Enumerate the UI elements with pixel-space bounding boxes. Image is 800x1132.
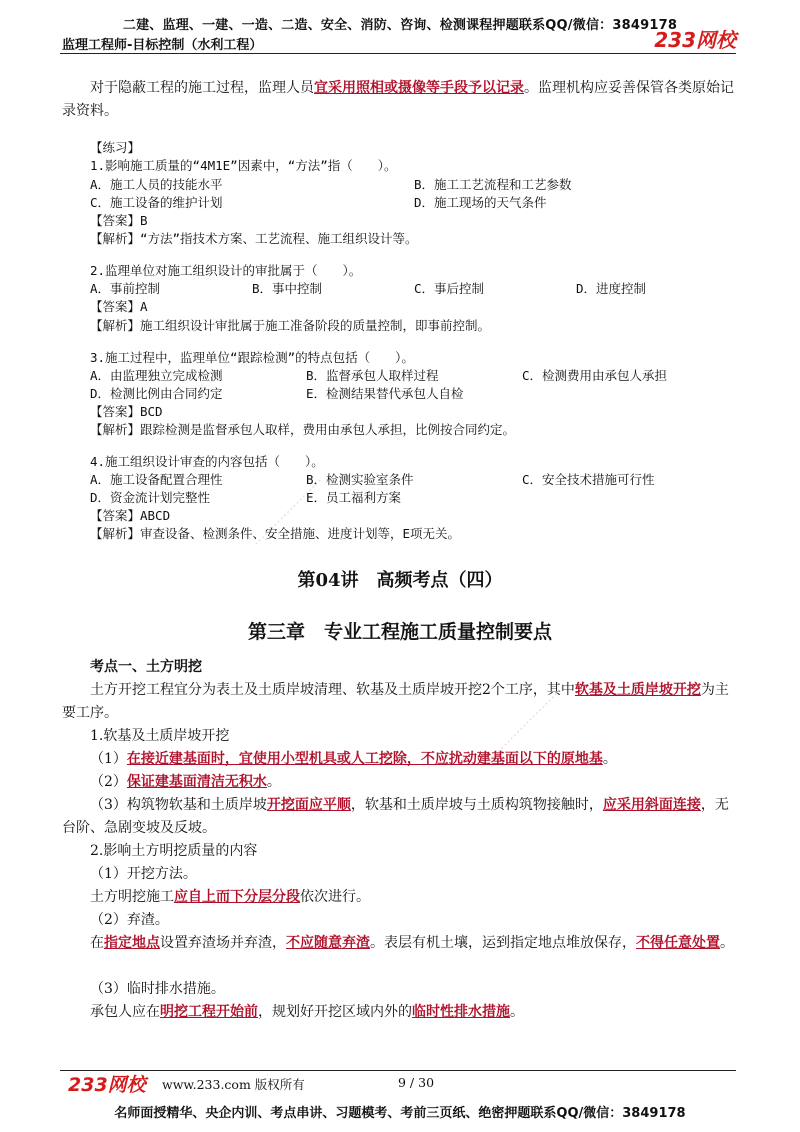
q4-option-c: C．安全技术措施可行性 <box>522 472 655 487</box>
method-2-highlight-2: 不应随意弃渣 <box>286 935 370 951</box>
item-3: （3）构筑物软基和土质岸坡开挖面应平顺，软基和土质岸坡与土质构筑物接触时，应采用斜面连接，无台阶、急剧变坡及反坡。 <box>62 797 729 836</box>
q2-stem: 2.监理单位对施工组织设计的审批属于（ ）。 <box>90 263 362 278</box>
q2-option-c: C．事后控制 <box>414 281 485 296</box>
section-paragraph-1: 土方开挖工程宜分为表土及土质岸坡清理、软基及土质岸坡开挖2个工序，其中软基及土质岸坡开挖为主要工序。 <box>62 682 729 721</box>
footer-logo: 233网校 <box>68 1074 146 1096</box>
q1-stem: 1.影响施工质量的“4M1E”因素中，“方法”指（ ）。 <box>90 158 397 173</box>
method-2-text: 在指定地点设置弃渣场并弃渣，不应随意弃渣。表层有机土壤，运到指定地点堆放保存，不得任意处置。 <box>90 935 734 951</box>
q4-option-e: E．员工福利方案 <box>306 490 402 505</box>
method-2-highlight-1: 指定地点 <box>104 935 160 951</box>
q1-option-c: C．施工设备的维护计划 <box>90 195 223 210</box>
item-2-highlight: 保证建基面清洁无积水 <box>126 774 267 790</box>
q2-option-d: D．进度控制 <box>576 281 647 296</box>
q4-option-b: B．检测实验室条件 <box>306 472 414 487</box>
q2-answer: 【答案】A <box>90 299 148 314</box>
footer-promo: 名师面授精华、央企内训、考点串讲、习题模考、考前三页纸、绝密押题联系QQ/微信：3849178 <box>114 1106 686 1121</box>
item-2: （2）保证建基面清洁无积水。 <box>90 774 281 790</box>
header-divider <box>60 53 736 54</box>
method-1-highlight: 应自上而下分层分段 <box>174 889 300 905</box>
item-1: （1）在接近建基面时，宜使用小型机具或人工挖除，不应扰动建基面以下的原地基。 <box>90 751 617 767</box>
method-1: （1）开挖方法。 <box>90 866 197 882</box>
item-3-highlight-1: 开挖面应平顺 <box>266 797 351 813</box>
q4-stem: 4.施工组织设计审查的内容包括（ ）。 <box>90 454 324 469</box>
chapter-title: 第三章 专业工程施工质量控制要点 <box>247 621 552 643</box>
intro-paragraph: 对于隐蔽工程的施工过程，监理人员宜采用照相或摄像等手段予以记录。监理机构应妥善保管各类原始记录资料。 <box>62 80 734 119</box>
item-1-highlight: 在接近建基面时，宜使用小型机具或人工挖除，不应扰动建基面以下的原地基 <box>126 751 603 767</box>
method-3-highlight-1: 明挖工程开始前 <box>160 1004 258 1020</box>
method-3-text: 承包人应在明挖工程开始前，规划好开挖区域内外的临时性排水措施。 <box>90 1004 524 1020</box>
intro-highlight: 宜采用照相或摄像等手段予以记录 <box>314 80 524 96</box>
course-title: 监理工程师-目标控制（水利工程） <box>62 38 263 53</box>
q3-analysis: 【解析】跟踪检测是监督承包人取样，费用由承包人承担，比例按合同约定。 <box>90 422 516 437</box>
q1-option-b: B．施工工艺流程和工艺参数 <box>414 177 572 192</box>
method-1-text: 土方明挖施工应自上而下分层分段依次进行。 <box>90 889 370 905</box>
q1-option-d: D．施工现场的天气条件 <box>414 195 547 210</box>
watermark-stamp: ····················· <box>250 473 328 552</box>
item-3-highlight-2: 应采用斜面连接 <box>602 797 701 813</box>
q2-analysis: 【解析】施工组织设计审批属于施工准备阶段的质量控制，即事前控制。 <box>90 318 491 333</box>
brand-logo: 233网校 <box>654 28 736 52</box>
q3-option-c: C．检测费用由承包人承担 <box>522 368 668 383</box>
footer-divider <box>60 1070 736 1071</box>
subheading-1: 1.软基及土质岸坡开挖 <box>90 728 230 744</box>
practice-label: 【练习】 <box>90 140 141 155</box>
method-2-highlight-3: 不得任意处置 <box>636 935 720 951</box>
footer-copyright: www.233.com 版权所有 <box>162 1077 305 1092</box>
q4-option-d: D．资金流计划完整性 <box>90 490 211 505</box>
q4-answer: 【答案】ABCD <box>90 508 171 523</box>
q3-option-e: E．检测结果替代承包人自检 <box>306 386 464 401</box>
method-3: （3）临时排水措施。 <box>90 981 225 997</box>
q3-option-a: A．由监理独立完成检测 <box>90 368 223 383</box>
lecture-title: 第04讲 高频考点（四） <box>297 570 503 591</box>
q3-option-d: D．检测比例由合同约定 <box>90 386 223 401</box>
q1-analysis: 【解析】“方法”指技术方案、工艺流程、施工组织设计等。 <box>90 231 418 246</box>
section-title: 考点一、土方明挖 <box>90 659 202 675</box>
watermark-stamp: ························· <box>480 681 570 772</box>
q3-answer: 【答案】BCD <box>90 404 163 419</box>
q4-option-a: A．施工设备配置合理性 <box>90 472 223 487</box>
header-promo: 二建、监理、一建、一造、二造、安全、消防、咨询、检测课程押题联系QQ/微信：3849178 <box>122 18 678 33</box>
q1-answer: 【答案】B <box>90 213 148 228</box>
q3-stem: 3.施工过程中，监理单位“跟踪检测”的特点包括（ ）。 <box>90 350 414 365</box>
q4-analysis: 【解析】审查设备、检测条件、安全措施、进度计划等，E项无关。 <box>90 526 461 541</box>
page-number: 9 / 30 <box>398 1075 435 1090</box>
p1-highlight: 软基及土质岸坡开挖 <box>574 682 701 698</box>
subheading-2: 2.影响土方明挖质量的内容 <box>90 843 258 859</box>
q1-option-a: A．施工人员的技能水平 <box>90 177 223 192</box>
method-3-highlight-2: 临时性排水措施 <box>412 1004 510 1020</box>
q3-option-b: B．监督承包人取样过程 <box>306 368 439 383</box>
q2-option-b: B．事中控制 <box>252 281 323 296</box>
q2-option-a: A．事前控制 <box>90 281 161 296</box>
method-2: （2）弃渣。 <box>90 912 169 928</box>
